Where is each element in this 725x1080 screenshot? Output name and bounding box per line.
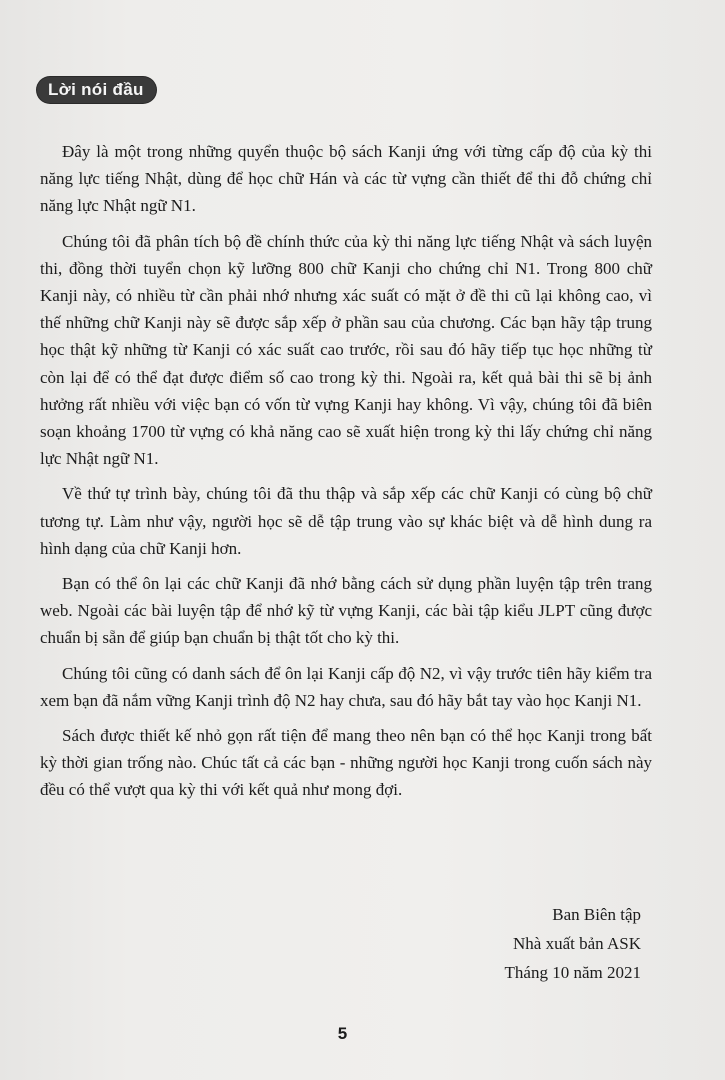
- preface-paragraph: Đây là một trong những quyển thuộc bộ sách Kanji ứng với từng cấp độ của kỳ thi năng lực tiếng Nhật, dùng để học chữ Hán và các từ vựng cần thiết để thi đỗ chứng chỉ năng lực Nhật ngữ N1.: [40, 142, 652, 216]
- preface-paragraph: Chúng tôi cũng có danh sách để ôn lại Kanji cấp độ N2, vì vậy trước tiên hãy kiểm tra xem bạn đã nắm vững Kanji trình độ N2 hay chưa, sau đó hãy bắt tay vào học Kanji N1.: [40, 663, 652, 710]
- signature-editor: Ban Biên tập: [552, 905, 641, 924]
- preface-body: [40, 138, 652, 812]
- section-title-badge: Lời nói đầu: [37, 77, 156, 103]
- signature-publisher: Nhà xuất bản ASK: [513, 934, 641, 953]
- preface-paragraph: Chúng tôi đã phân tích bộ đề chính thức của kỳ thi năng lực tiếng Nhật và sách luyện thi, đồng thời tuyển chọn kỹ lưỡng 800 chữ Kanji cho chứng chỉ N1. Trong 800 chữ Kanji này, có nhiều từ cần phải nhớ nhưng xác suất có mặt ở đề thi cũ lại không cao, vì thế những chữ Kanji này sẽ được sắp xếp ở phần sau của chương. Các bạn hãy tập trung học thật kỹ những từ Kanji có xác suất cao trước, rồi sau đó hãy tiếp tục học những từ còn lại để có thể đạt được điểm số cao trong kỳ thi. Ngoài ra, kết quả bài thi sẽ bị ảnh hưởng rất nhiều với việc bạn có vốn từ vựng Kanji hay không. Vì vậy, chúng tôi đã biên soạn khoảng 1700 từ vựng có khả năng cao sẽ xuất hiện trong kỳ thi lấy chứng chỉ năng lực Nhật ngữ N1.: [40, 231, 652, 469]
- signature-date: Tháng 10 năm 2021: [504, 963, 641, 982]
- signature-block: [505, 900, 641, 987]
- preface-paragraph: Sách được thiết kế nhỏ gọn rất tiện để mang theo nên bạn có thể học Kanji trong bất kỳ thời gian trống nào. Chúc tất cả các bạn - những người học Kanji trong cuốn sách này đều có thể vượt qua kỳ thi với kết quả như mong đợi.: [40, 726, 652, 800]
- preface-paragraph: Về thứ tự trình bày, chúng tôi đã thu thập và sắp xếp các chữ Kanji có cùng bộ chữ tương tự. Làm như vậy, người học sẽ dễ tập trung vào sự khác biệt và dễ hình dung ra hình dạng của chữ Kanji hơn.: [40, 484, 652, 558]
- page-number: 5: [337, 1024, 348, 1043]
- preface-paragraph: Bạn có thể ôn lại các chữ Kanji đã nhớ bằng cách sử dụng phần luyện tập trên trang web. Ngoài các bài luyện tập để nhớ kỹ từ vựng Kanji, các bài tập kiểu JLPT cũng được chuẩn bị sẵn để giúp bạn chuẩn bị thật tốt cho kỳ thi.: [40, 574, 652, 648]
